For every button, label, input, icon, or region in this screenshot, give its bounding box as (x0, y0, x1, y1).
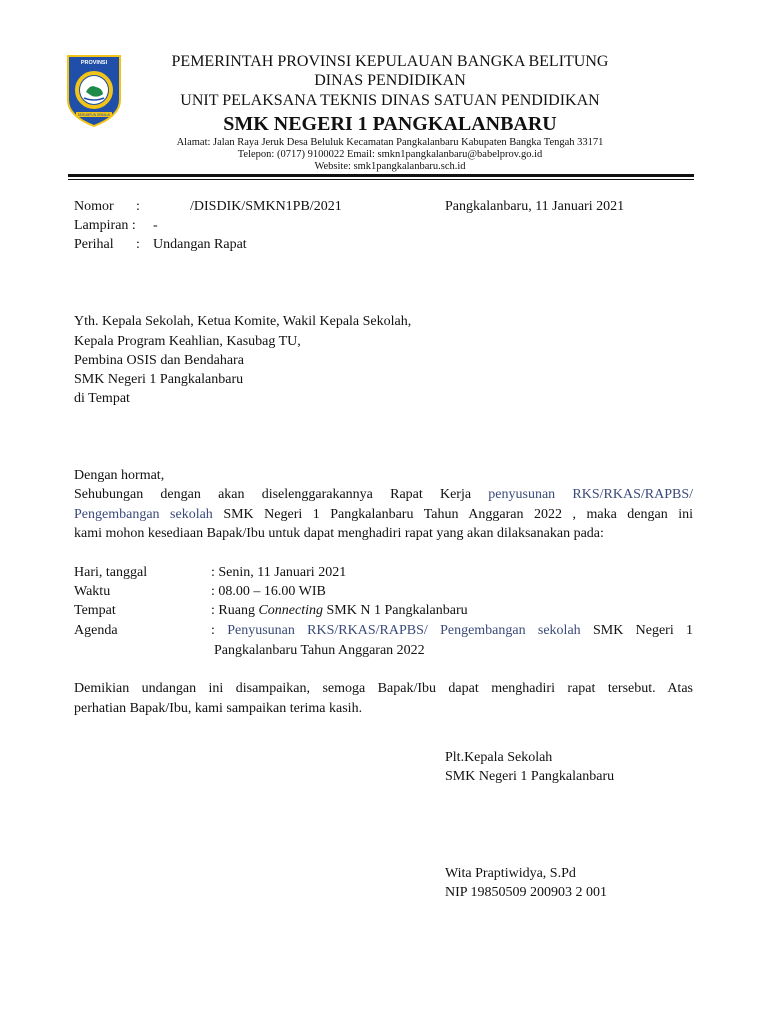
perihal-value: Undangan Rapat (153, 237, 247, 252)
hari-label: Hari, tanggal (74, 565, 148, 580)
waktu-label: Waktu (74, 584, 111, 599)
tempat-italic: Connecting (258, 603, 323, 618)
logo-bottom-text: SERUMPUN SEBALAI (77, 113, 111, 117)
tempat-value (211, 601, 468, 620)
closing-line2: perhatian Bapak/Ibu, kami sampaikan terima kasih. (74, 700, 363, 716)
kop-contact: Telepon: (0717) 9100022 Email: smkn1pangkalanbaru@babelprov.go.id (237, 149, 543, 160)
agenda-line1b: Penyusunan RKS/RKAS/RAPBS/ Pengembangan sekolah (227, 623, 581, 638)
nomor-colon: : (136, 199, 140, 214)
nomor-label: Nomor (74, 199, 114, 214)
closing-line1: Demikian undangan ini disampaikan, semoga Bapak/Ibu dapat menghadiri rapat tersebut. Atas (74, 681, 693, 696)
recipient-line: di Tempat (74, 391, 130, 406)
kop-divider-thick (68, 174, 694, 177)
agenda-line1c: SMK Negeri 1 (580, 623, 694, 638)
recipient-line: Pembina OSIS dan Bendahara (74, 353, 244, 368)
kop-unit: UNIT PELAKSANA TEKNIS DINAS SATUAN PENDIDIKAN (180, 92, 600, 109)
kop-department: DINAS PENDIDIKAN (314, 72, 466, 89)
body-paragraph (74, 485, 693, 544)
place-date: Pangkalanbaru, 11 Januari 2021 (445, 199, 625, 214)
waktu-value: : 08.00 – 16.00 WIB (211, 584, 326, 599)
body-line2a: Pengembangan sekolah (74, 506, 213, 522)
body-line3: kami mohon kesediaan Bapak/Ibu untuk dapat menghadiri rapat yang akan dilaksanakan pada: (74, 526, 604, 541)
recipient-line: Yth. Kepala Sekolah, Ketua Komite, Wakil Kepala Sekolah, (74, 314, 412, 329)
salutation: Dengan hormat, (74, 468, 165, 483)
tempat-label: Tempat (74, 603, 116, 618)
kop-address: Alamat: Jalan Raya Jeruk Desa Beluluk Kecamatan Pangkalanbaru Kabupaten Bangka Tengah 33171 (176, 137, 604, 148)
kop-school-name: SMK NEGERI 1 PANGKALANBARU (223, 113, 557, 135)
signatory-nip: NIP 19850509 200903 2 001 (445, 885, 608, 900)
perihal-label: Perihal (74, 237, 114, 252)
perihal-colon: : (136, 237, 140, 252)
province-logo (66, 54, 122, 128)
tempat-prefix: : Ruang (211, 603, 259, 618)
body-line2b: SMK Negeri 1 Pangkalanbaru Tahun Anggaran 2022 , maka dengan ini (212, 506, 693, 522)
agenda-line2: Pangkalanbaru Tahun Anggaran 2022 (214, 642, 425, 658)
nomor-value: /DISDIK/SMKN1PB/2021 (190, 199, 342, 214)
agenda-colon: : (211, 623, 228, 638)
signatory-name: Wita Praptiwidya, S.Pd (445, 866, 576, 881)
closing-paragraph (74, 679, 693, 718)
kop-divider-thin (68, 179, 694, 180)
lampiran-label: Lampiran : (74, 218, 136, 233)
recipient-line: SMK Negeri 1 Pangkalanbaru (74, 372, 244, 387)
tempat-suffix: SMK N 1 Pangkalanbaru (323, 603, 468, 618)
agenda-label: Agenda (74, 623, 118, 638)
kop-government: PEMERINTAH PROVINSI KEPULAUAN BANGKA BELITUNG (171, 53, 609, 70)
recipient-line: Kepala Program Keahlian, Kasubag TU, (74, 334, 301, 349)
kop-website: Website: smk1pangkalanbaru.sch.id (314, 161, 466, 172)
lampiran-value: - (153, 218, 158, 233)
signature-title: Plt.Kepala Sekolah (445, 750, 553, 765)
body-line1a: Sehubungan dengan akan diselenggarakannya Rapat Kerja (74, 487, 489, 502)
hari-value: : Senin, 11 Januari 2021 (211, 565, 347, 580)
body-line1b: penyusunan RKS/RKAS/RAPBS/ (488, 487, 693, 502)
signature-org: SMK Negeri 1 Pangkalanbaru (445, 769, 615, 784)
agenda-value (211, 621, 693, 660)
logo-top-text: PROVINSI (80, 60, 108, 66)
